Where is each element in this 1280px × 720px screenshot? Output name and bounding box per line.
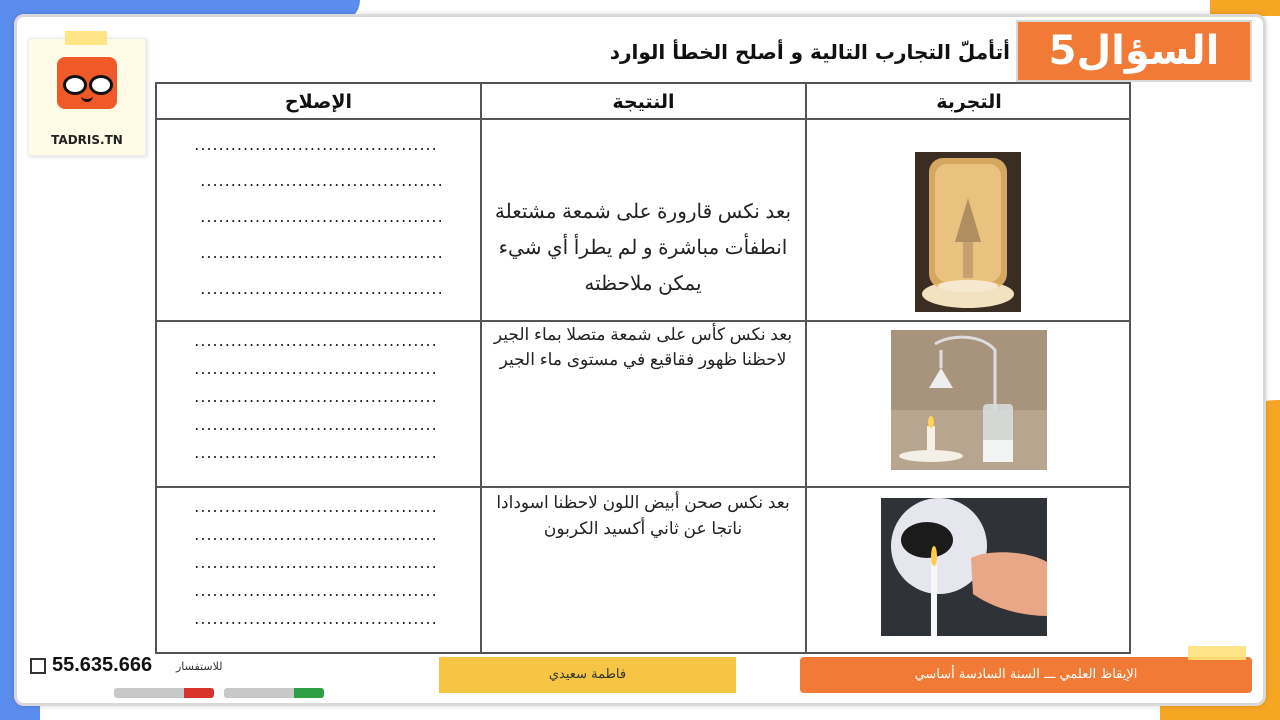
answer-line[interactable]: ........................................: [194, 497, 438, 516]
row-divider: [157, 118, 1129, 120]
column-divider: [805, 84, 807, 652]
marker-red-icon: [114, 688, 214, 698]
header-experiment: التجربة: [936, 91, 1002, 113]
tadris-logo: [28, 38, 146, 156]
result-text-2: بعد نكس كأس على شمعة متصلا بماء الجير لاحظنا ظهور فقاقيع في مستوى ماء الجير: [493, 325, 793, 369]
answer-line[interactable]: ........................................: [200, 243, 444, 262]
column-divider: [480, 84, 482, 652]
marker-green-icon: [224, 688, 324, 698]
jar-over-candle-photo: [915, 152, 1021, 312]
result-text-1: بعد نكس قارورة على شمعة مشتعلة انطفأت مباشرة و لم يطرأ أي شيء يمكن ملاحظته: [494, 201, 792, 295]
answer-line[interactable]: ........................................: [194, 359, 438, 378]
answer-line[interactable]: ........................................: [194, 415, 438, 434]
glasses-right-icon: [89, 75, 113, 95]
answer-line[interactable]: ........................................: [194, 443, 438, 462]
worksheet-table: [155, 82, 1131, 654]
header-correction: الإصلاح: [284, 91, 353, 113]
checkbox-icon: [30, 658, 46, 674]
teacher-name: فاطمة سعيدي: [439, 657, 736, 693]
contact-phone: [30, 654, 152, 677]
subject-tape: [1188, 646, 1246, 660]
ask-label: للاستفسار: [176, 660, 223, 673]
answer-line[interactable]: ........................................: [200, 171, 444, 190]
answer-line[interactable]: ........................................: [200, 279, 444, 298]
answer-line[interactable]: ........................................: [194, 331, 438, 350]
answer-line[interactable]: ........................................: [194, 387, 438, 406]
tv-mascot-icon: [57, 57, 117, 109]
funnel-limewater-photo: [891, 330, 1047, 470]
instruction-text: أتأملّ التجارب التالية و أصلح الخطأ الوارد: [609, 40, 1010, 64]
answer-line[interactable]: ........................................: [200, 207, 444, 226]
subject-label: الإيقاظ العلمي ـــ السنة السادسة أساسي: [800, 657, 1252, 693]
plate-over-flame-photo: [881, 498, 1047, 636]
row-divider: [157, 486, 1129, 488]
answer-line[interactable]: ........................................: [194, 553, 438, 572]
phone-number: 55.635.666: [52, 654, 153, 676]
header-result: النتيجة: [612, 91, 675, 113]
question-title: السؤال5: [1016, 20, 1252, 82]
answer-line[interactable]: ........................................: [194, 135, 438, 154]
logo-tape: [65, 31, 107, 45]
logo-text: TADRIS.TN: [51, 133, 123, 147]
answer-line[interactable]: ........................................: [194, 581, 438, 600]
answer-line[interactable]: ........................................: [194, 609, 438, 628]
mascot-smile: [81, 93, 93, 102]
result-text-3: بعد نكس صحن أبيض اللون لاحظنا اسودادا ناتجا عن ثاني أكسيد الكربون: [496, 493, 790, 538]
answer-line[interactable]: ........................................: [194, 525, 438, 544]
glasses-left-icon: [63, 75, 87, 95]
